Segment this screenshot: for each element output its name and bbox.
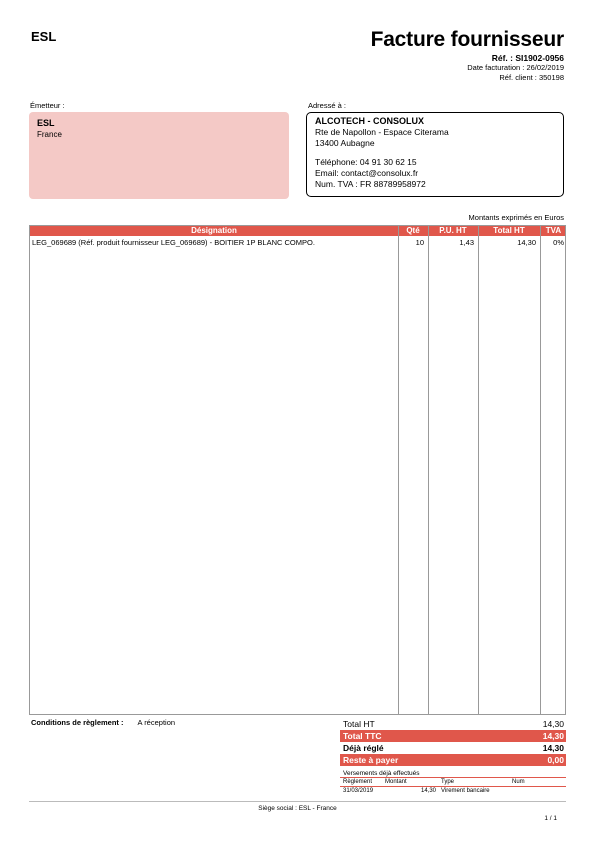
payments-header-num: Num	[512, 779, 525, 785]
row-vat: 0%	[553, 238, 564, 247]
conditions-label: Conditions de règlement :	[31, 718, 124, 727]
payment-row	[340, 786, 566, 795]
payments-title: Versements déjà effectués	[343, 770, 420, 777]
addressee-box	[306, 112, 564, 197]
total-ttc-value: 14,30	[542, 731, 564, 741]
issuer-country: France	[37, 130, 62, 139]
payments-header	[340, 777, 566, 786]
row-designation: LEG_069689 (Réf. produit fournisseur LEG_069689) - BOITIER 1P BLANC COMPO.	[32, 238, 315, 247]
footer-divider	[29, 801, 566, 802]
totals-block	[340, 718, 566, 766]
column-divider	[428, 226, 429, 714]
reference-block	[467, 53, 564, 83]
remaining-row	[340, 754, 566, 766]
header-qty: Qté	[406, 226, 420, 235]
payment-conditions	[31, 718, 175, 727]
total-ht-label: Total HT	[343, 719, 375, 729]
addressee-phone: Téléphone: 04 91 30 62 15	[315, 157, 417, 167]
column-divider	[398, 226, 399, 714]
issuer-name: ESL	[37, 118, 55, 128]
addressee-vat: Num. TVA : FR 88789958972	[315, 179, 426, 189]
conditions-value: A réception	[137, 718, 176, 727]
header-vat: TVA	[545, 226, 562, 235]
items-table	[29, 225, 566, 715]
footer-text: Siège social : ESL - France	[258, 805, 337, 812]
issuer-label: Émetteur :	[30, 101, 65, 110]
company-name: ESL	[31, 29, 57, 44]
issuer-box	[29, 112, 289, 199]
invoice-reference: Réf. : SI1902-0956	[491, 53, 564, 63]
payment-amount: 14,30	[420, 788, 436, 794]
payment-date: 31/03/2019	[343, 788, 374, 794]
row-unit-price: 1,43	[459, 238, 474, 247]
header-designation: Désignation	[191, 226, 237, 235]
remaining-label: Reste à payer	[343, 755, 399, 765]
total-ht-value: 14,30	[542, 719, 564, 729]
total-ttc-label: Total TTC	[343, 731, 382, 741]
client-reference: Réf. client : 350198	[499, 73, 564, 82]
payments-header-date: Règlement	[343, 779, 373, 785]
page-number: 1 / 1	[544, 815, 557, 822]
addressee-name: ALCOTECH - CONSOLUX	[315, 116, 424, 126]
paid-row	[340, 742, 566, 754]
payment-type: Virement bancaire	[441, 788, 490, 794]
row-qty: 10	[415, 238, 424, 247]
paid-value: 14,30	[542, 743, 564, 753]
addressee-city: 13400 Aubagne	[315, 138, 375, 148]
header-unit-price: P.U. HT	[439, 226, 467, 235]
payments-header-amount: Montant	[385, 779, 407, 785]
addressee-label: Adressé à :	[308, 101, 346, 110]
table-header	[30, 226, 565, 236]
payments-block	[340, 770, 566, 795]
remaining-value: 0,00	[547, 755, 564, 765]
addressee-street: Rte de Napollon - Espace Citerama	[315, 127, 449, 137]
payments-header-type: Type	[441, 779, 455, 785]
invoice-date: Date facturation : 26/02/2019	[467, 63, 564, 72]
header-total: Total HT	[493, 226, 525, 235]
column-divider	[478, 226, 479, 714]
row-total: 14,30	[517, 238, 536, 247]
currency-note: Montants exprimés en Euros	[468, 213, 564, 222]
total-ttc-row	[340, 730, 566, 742]
column-divider	[540, 226, 541, 714]
paid-label: Déjà réglé	[343, 743, 384, 753]
document-title: Facture fournisseur	[370, 28, 564, 51]
addressee-email: Email: contact@consolux.fr	[315, 168, 419, 178]
total-ht-row	[340, 718, 566, 730]
